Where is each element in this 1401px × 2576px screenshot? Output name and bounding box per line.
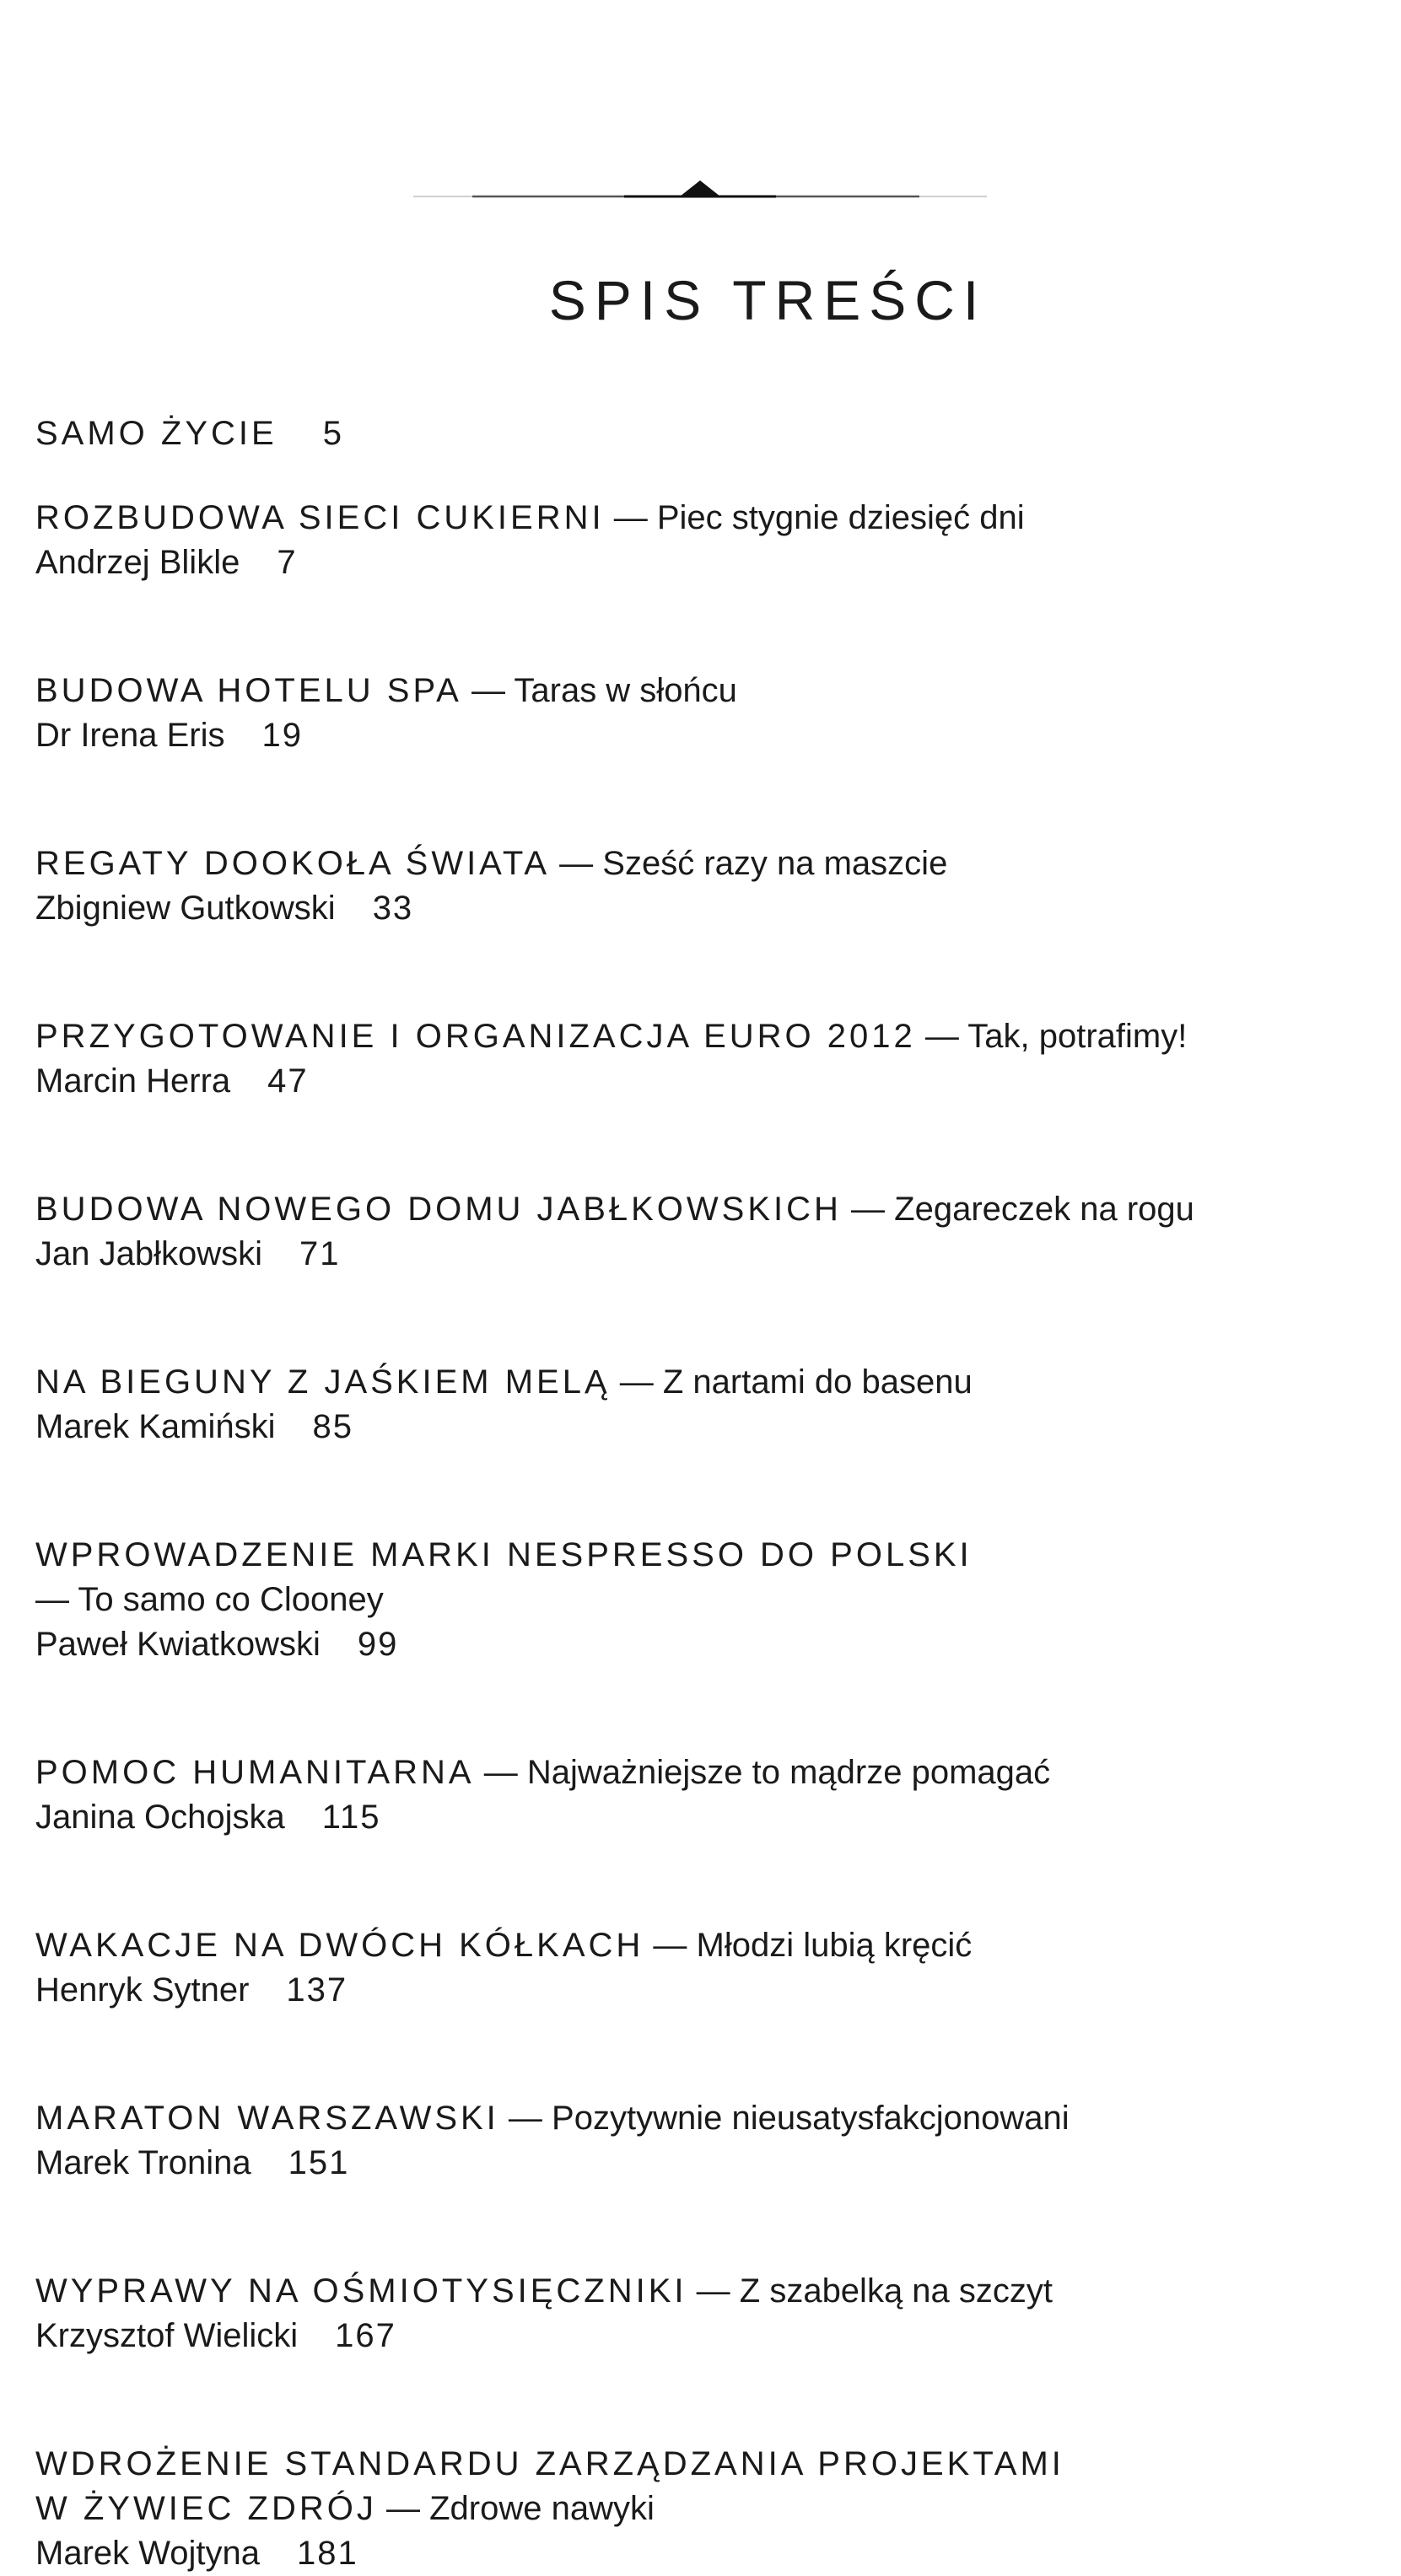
toc-heading: POMOC HUMANITARNA [35, 1754, 475, 1791]
page-number: 47 [267, 1062, 309, 1100]
toc-author-line [35, 886, 1351, 931]
toc-author-line [35, 2531, 1351, 2576]
page-number: 7 [277, 544, 298, 581]
toc-heading-line [35, 1014, 1351, 1059]
toc-entry [35, 1923, 1351, 2013]
toc-author: Janina Ochojska [35, 1799, 285, 1836]
toc-heading-line [35, 1923, 1351, 1968]
page-number: 85 [312, 1408, 354, 1445]
toc-author-line [35, 1795, 1351, 1840]
toc-subtitle: — Taras w słońcu [471, 672, 737, 709]
toc-heading: WAKACJE NA DWÓCH KÓŁKACH [35, 1927, 644, 1964]
toc-subtitle: — Tak, potrafimy! [924, 1018, 1188, 1055]
toc-heading: MARATON WARSZAWSKI [35, 2100, 499, 2137]
toc-heading: NA BIEGUNY Z JAŚKIEM MELĄ [35, 1363, 611, 1401]
page-number: 19 [261, 717, 303, 754]
toc-author: Henryk Sytner [35, 1971, 250, 2009]
toc-heading-line [35, 496, 1351, 540]
page-number: 71 [299, 1235, 341, 1272]
toc-author: Zbigniew Gutkowski [35, 890, 336, 927]
toc-heading: WYPRAWY NA OŚMIOTYSIĘCZNIKI [35, 2272, 687, 2310]
toc-entry [35, 2442, 1351, 2576]
page-number: 33 [372, 890, 414, 927]
toc-author: Jan Jabłkowski [35, 1235, 263, 1272]
toc-entry [35, 669, 1351, 758]
toc-heading: BUDOWA HOTELU SPA [35, 672, 462, 709]
toc-author: Andrzej Blikle [35, 544, 240, 581]
toc-author: Dr Irena Eris [35, 717, 225, 754]
toc-author-line [35, 1232, 1351, 1277]
toc-subtitle: — Zegareczek na rogu [851, 1191, 1194, 1228]
toc-entry [35, 1533, 1351, 1667]
toc-author-line [35, 1622, 1351, 1667]
toc-subtitle: — Sześć razy na maszcie [559, 845, 948, 882]
toc-heading-line [35, 1750, 1351, 1795]
toc-author: Paweł Kwiatkowski [35, 1626, 321, 1663]
toc-heading-line [35, 2096, 1351, 2141]
toc-subtitle: — To samo co Clooney [35, 1581, 384, 1618]
toc-heading-line [35, 1533, 1351, 1578]
page-number: 5 [322, 415, 343, 452]
toc-heading: SAMO ŻYCIE [35, 415, 278, 452]
table-of-contents [35, 411, 1351, 2576]
toc-heading: ROZBUDOWA SIECI CUKIERNI [35, 499, 605, 536]
toc-subtitle: — Z szabelką na szczyt [696, 2272, 1053, 2310]
toc-subtitle: — Młodzi lubią kręcić [653, 1927, 973, 1964]
toc-heading-line [35, 842, 1351, 886]
toc-heading-line-2 [35, 2487, 1351, 2531]
toc-subtitle-line [35, 1578, 1351, 1622]
toc-heading-line [35, 411, 1351, 456]
toc-author: Marek Wojtyna [35, 2535, 261, 2572]
toc-heading-line [35, 669, 1351, 713]
toc-author-line [35, 2141, 1351, 2186]
page-number: 151 [288, 2144, 350, 2181]
toc-author-line [35, 713, 1351, 758]
toc-heading-line [35, 2442, 1351, 2487]
toc-entry [35, 2096, 1351, 2186]
toc-heading: WPROWADZENIE MARKI NESPRESSO DO POLSKI [35, 1536, 973, 1573]
toc-entry [35, 1014, 1351, 1104]
toc-heading-line [35, 1360, 1351, 1405]
toc-heading-line [35, 2269, 1351, 2314]
rule-with-triangle-icon [413, 175, 987, 201]
toc-author: Marek Kamiński [35, 1408, 276, 1445]
toc-subtitle: — Najważniejsze to mądrze pomagać [483, 1754, 1051, 1791]
page-number: 137 [286, 1971, 348, 2009]
toc-author-line [35, 1968, 1351, 2013]
toc-subtitle: — Piec stygnie dziesięć dni [613, 499, 1025, 536]
toc-heading-continued: W ŻYWIEC ZDRÓJ [35, 2490, 377, 2527]
toc-entry [35, 1187, 1351, 1277]
page-number: 99 [357, 1626, 399, 1663]
toc-heading-line [35, 1187, 1351, 1232]
toc-author-line [35, 1059, 1351, 1104]
toc-entry [35, 496, 1351, 585]
page-number: 115 [321, 1799, 381, 1836]
toc-entry [35, 2269, 1351, 2358]
toc-entry-intro [35, 411, 1351, 456]
toc-heading: WDROŻENIE STANDARDU ZARZĄDZANIA PROJEKTAMI [35, 2445, 1064, 2482]
page-number: 167 [335, 2317, 396, 2354]
toc-author-line [35, 1405, 1351, 1449]
toc-author-line [35, 2314, 1351, 2358]
toc-heading: REGATY DOOKOŁA ŚWIATA [35, 845, 551, 882]
toc-author: Krzysztof Wielicki [35, 2317, 299, 2354]
toc-subtitle: — Zdrowe nawyki [385, 2490, 655, 2527]
page-number: 181 [297, 2535, 358, 2572]
toc-heading: BUDOWA NOWEGO DOMU JABŁKOWSKICH [35, 1191, 842, 1228]
toc-author-line [35, 540, 1351, 585]
toc-entry [35, 1750, 1351, 1840]
toc-entry [35, 842, 1351, 931]
toc-entry [35, 1360, 1351, 1449]
page-title: SPIS TREŚCI [548, 269, 988, 331]
title-ornament [413, 175, 987, 201]
toc-author: Marek Tronina [35, 2144, 251, 2181]
toc-author: Marcin Herra [35, 1062, 231, 1100]
toc-heading: PRZYGOTOWANIE I ORGANIZACJA EURO 2012 [35, 1018, 916, 1055]
toc-subtitle: — Pozytywnie nieusatysfakcjonowani [508, 2100, 1070, 2137]
toc-subtitle: — Z nartami do basenu [619, 1363, 973, 1401]
